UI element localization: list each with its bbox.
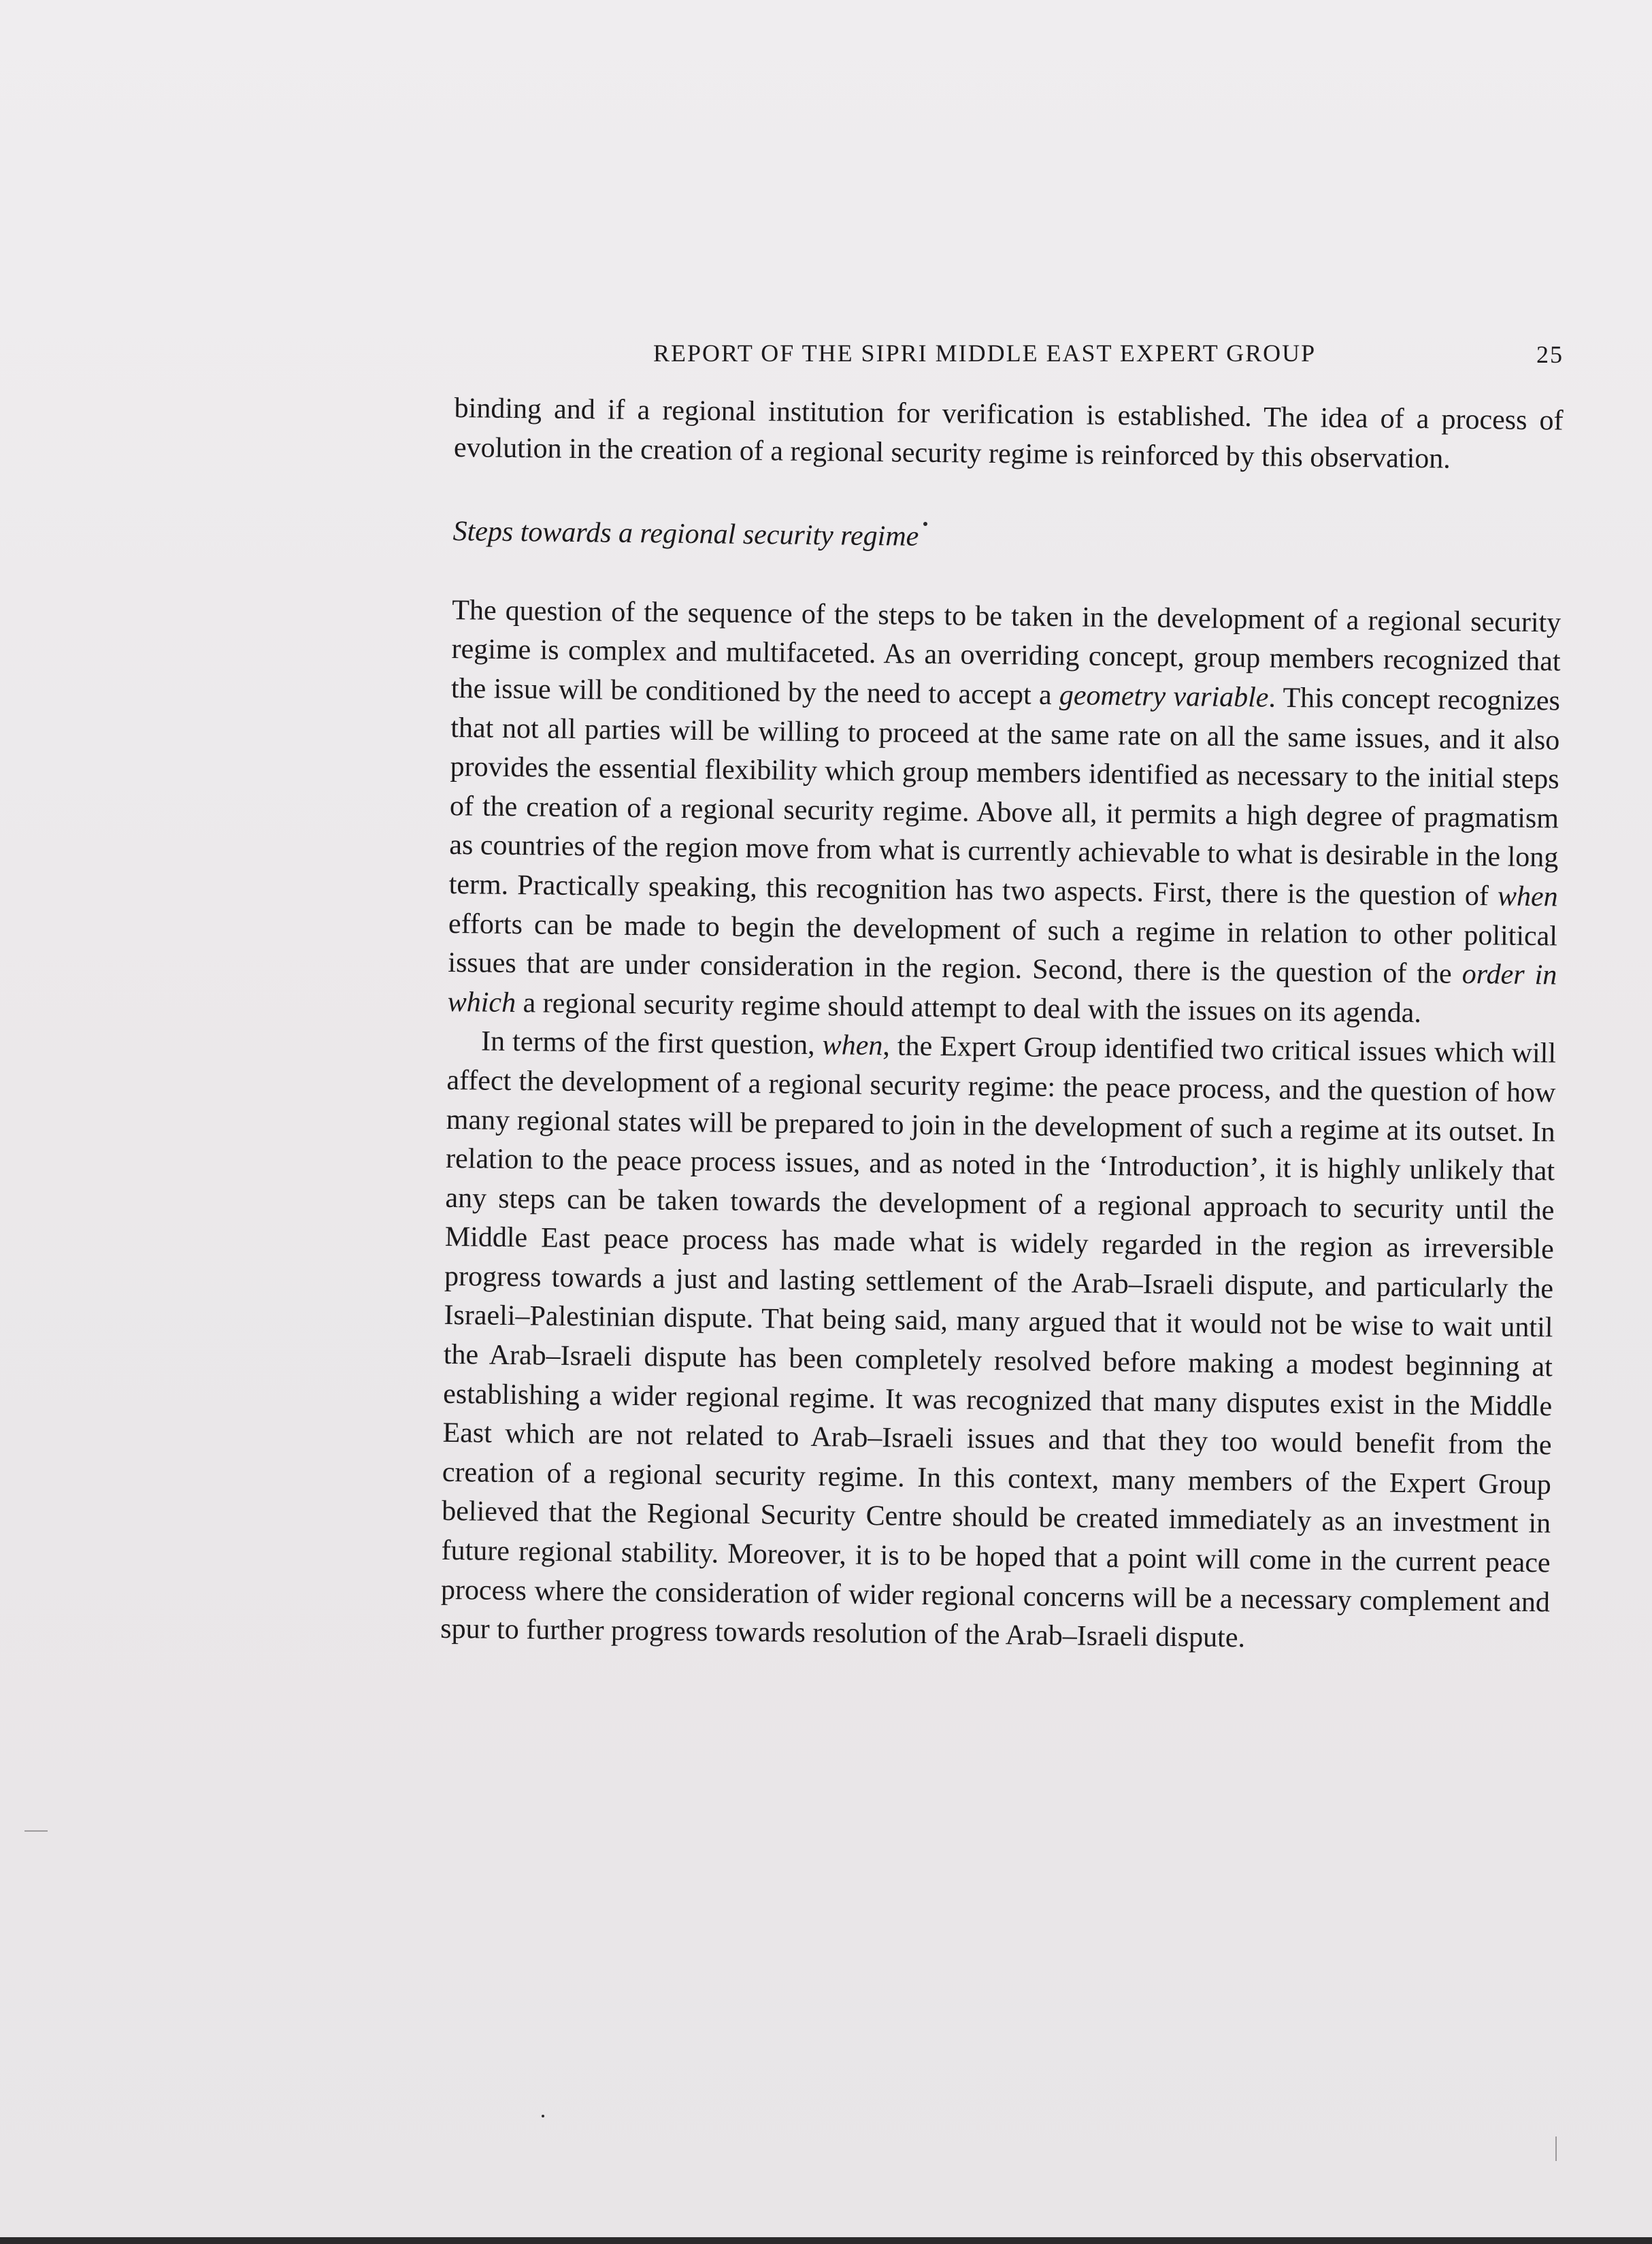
paragraph-text: a regional security regime should attempt to deal with the issues on its agenda. — [515, 987, 1422, 1029]
page-number: 25 — [1536, 341, 1564, 368]
stray-ink-dot — [542, 2115, 544, 2117]
margin-mark — [24, 1830, 48, 1832]
paragraph-first-question — [440, 1022, 1556, 1662]
paragraph-text: The question of the sequence of the steps to be taken in the development of a regional security regime is complex and multifaceted. As an overriding concept, group members recognized that the issue will be conditioned by the need to accept a — [450, 594, 1562, 712]
paragraph-text: . This concept recognizes that not all parties will be willing to proceed at the same rate on all the same issues, and it also provides the essential flexibility which group members identified as necessary to the initial steps of the creation of a regional security regime. Above all, it permits a high degree of pragmatism as countries of the region move from what is currently achievable to what is desirable in the long term. Practically speaking, this recognition has two aspects. First, there is the question of — [448, 682, 1561, 912]
stray-ink-dot — [923, 522, 927, 526]
running-head: REPORT OF THE SIPRI MIDDLE EAST EXPERT GROUP — [653, 340, 1317, 367]
emphasis-geometry-variable: geometry variable — [1059, 680, 1269, 714]
paragraph-continuation: binding and if a regional institution for verification is established. The idea of a process of evolution in the creation of a regional security regime is reinforced by this observation. — [453, 392, 1564, 475]
margin-mark — [1555, 2136, 1557, 2161]
paragraph-text: efforts can be made to begin the development of such a regime in relation to other political issues that are under consideration in the region. Second, there is the question of the — [448, 908, 1558, 990]
scan-bottom-edge — [0, 2237, 1652, 2244]
emphasis-when: when — [822, 1029, 883, 1062]
section-subheading: Steps towards a regional security regime — [452, 516, 919, 552]
emphasis-order-in-which: order in which — [447, 958, 1557, 1019]
page-header — [653, 339, 1564, 380]
paragraph-text: , the Expert Group identified two critical issues which will affect the development of a regional security regime: the peace process, and the question of how many regional states will be prepared to join in the development of such a regime at its outset. In relation to the peace process issues, and as noted in the ‘Introduction’, it is highly unlikely that any steps can be taken towards the development of a regional approach to security until the Middle East peace process has made what is widely regarded in the region as irreversible progress towards a just and lasting settlement of the Arab–Israeli dispute, and particularly the Israeli–Palestinian dispute. That being said, many argued that it would not be wise to wait until the Arab–Israeli dispute has been completely resolved before making a modest beginning at establishing a wider regional regime. It was recognized that many disputes exist in the Middle East which are not related to Arab–Israeli issues and that they too would benefit from the creation of a regional security regime. In this context, many members of the Expert Group believed that the Regional Security Centre should be created immediately as an investment in future regional stability. Moreover, it is to be hoped that a point will come in the current peace process where the consideration of wider regional concerns will be a necessary complement and spur to further progress towards resolution of the Arab–Israeli dispute. — [440, 1030, 1557, 1654]
paragraph-sequence-of-steps — [447, 591, 1561, 1035]
paragraph-text: In terms of the first question, — [480, 1025, 823, 1061]
body-text — [440, 389, 1564, 1662]
emphasis-when: when — [1497, 880, 1558, 913]
